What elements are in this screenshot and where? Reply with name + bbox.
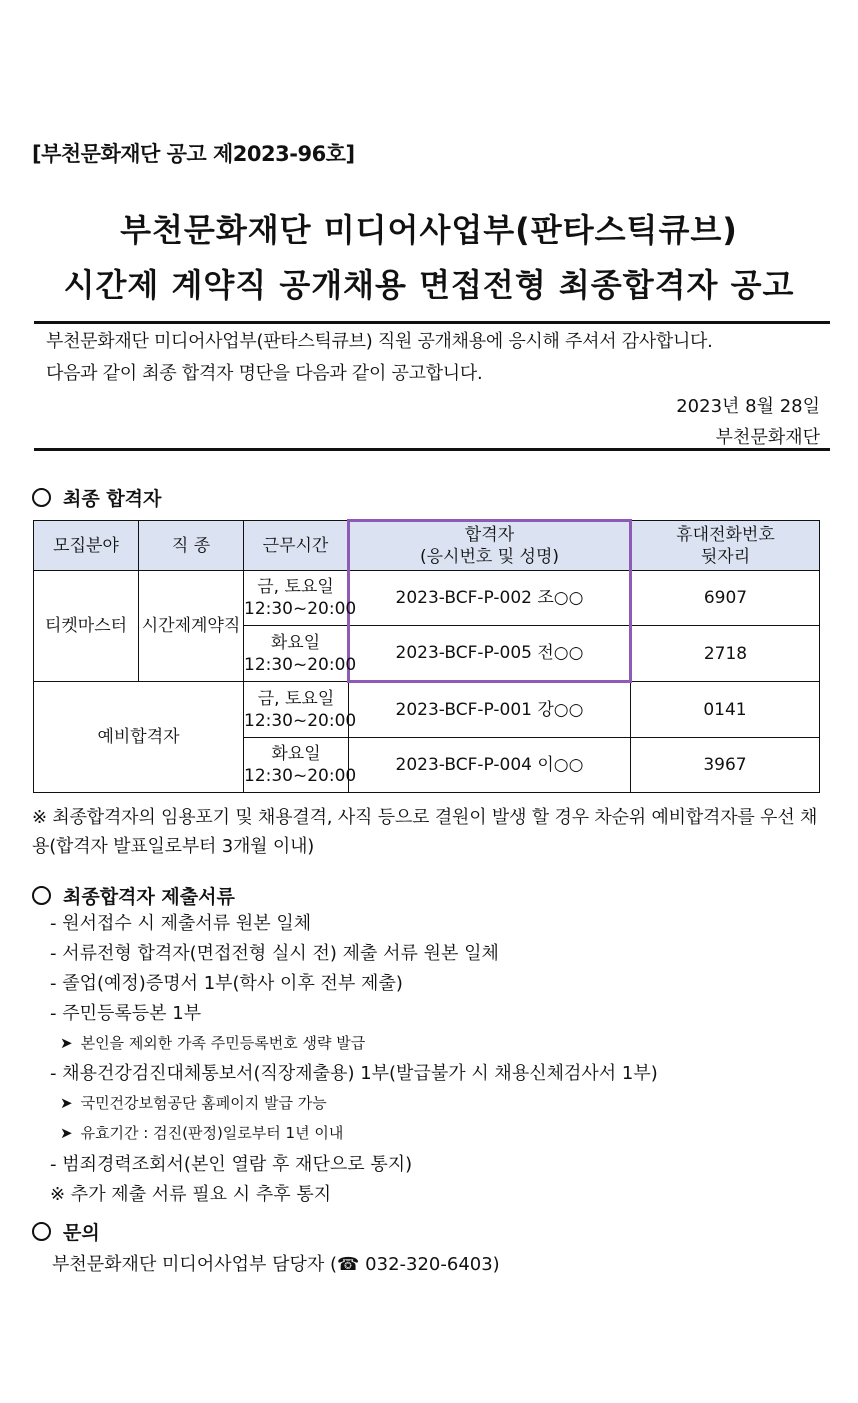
hours-days: 금, 토요일 bbox=[257, 577, 334, 597]
cell-hours bbox=[244, 738, 357, 793]
cell-passer: 2023-BCF-P-001 강○○ bbox=[349, 682, 631, 738]
header-phone-line2: 뒷자리 bbox=[700, 546, 751, 567]
list-item: - 졸업(예정)증명서 1부(학사 이후 전부 제출) bbox=[50, 973, 403, 994]
top-divider bbox=[34, 321, 830, 324]
page-title-line2: 시간제 계약직 공개채용 면접전형 최종합격자 공고 bbox=[63, 266, 795, 304]
circle-bullet-icon bbox=[32, 488, 51, 507]
hours-days: 화요일 bbox=[271, 744, 321, 764]
result-table bbox=[33, 519, 820, 793]
hours-time: 12:30~20:00 bbox=[244, 710, 357, 731]
cell-phone: 0141 bbox=[631, 682, 820, 738]
cell-field-reserve: 예비합격자 bbox=[34, 682, 244, 793]
contact-line bbox=[52, 1250, 500, 1276]
contact-phone: 032-320-6403) bbox=[365, 1254, 500, 1275]
section-documents bbox=[32, 882, 235, 909]
table-row bbox=[34, 682, 820, 738]
contact-text: 부천문화재단 미디어사업부 담당자 ( bbox=[52, 1254, 338, 1275]
cell-field: 티켓마스터 bbox=[34, 571, 139, 682]
header-field: 모집분야 bbox=[34, 521, 139, 571]
cell-job: 시간제계약직 bbox=[139, 571, 244, 682]
list-item: - 원서접수 시 제출서류 원본 일체 bbox=[50, 913, 312, 934]
notice-number: [부천문화재단 공고 제2023-96호] bbox=[32, 142, 355, 166]
section-title: 최종합격자 제출서류 bbox=[63, 886, 235, 908]
intro-line1: 부천문화재단 미디어사업부(판타스틱큐브) 직원 공개채용에 응시해 주셔서 감사합니다. bbox=[46, 331, 713, 352]
cell-passer: 2023-BCF-P-005 전○○ bbox=[349, 626, 631, 682]
sub-list-item bbox=[60, 1092, 327, 1113]
intro-line2: 다음과 같이 최종 합격자 명단을 다음과 같이 공고합니다. bbox=[46, 363, 483, 384]
sub-item-text: 본인을 제외한 가족 주민등록번호 생략 발급 bbox=[80, 1034, 366, 1052]
header-phone bbox=[631, 521, 820, 571]
cell-hours bbox=[244, 682, 357, 738]
header-job: 직 종 bbox=[139, 521, 244, 571]
header-passer-line1: 합격자 bbox=[464, 525, 515, 545]
arrow-icon: ➤ bbox=[60, 1094, 73, 1112]
table-note: ※ 최종합격자의 임용포기 및 채용결격, 사직 등으로 결원이 발생 할 경우 차순위 예비합격자를 우선 채용(합격자 발표일로부터 3개월 이내) bbox=[32, 807, 818, 857]
cell-hours bbox=[244, 626, 357, 682]
cell-hours bbox=[244, 571, 357, 626]
header-phone-line1: 휴대전화번호 bbox=[676, 524, 775, 545]
sub-list-item bbox=[60, 1032, 365, 1053]
notice-date: 2023년 8월 28일 bbox=[676, 396, 820, 417]
cell-phone: 6907 bbox=[631, 571, 820, 626]
page-title-line1: 부천문화재단 미디어사업부(판타스틱큐브) bbox=[120, 211, 738, 249]
header-passer bbox=[349, 521, 631, 571]
sub-item-text: 유효기간 : 검진(판정)일로부터 1년 이내 bbox=[80, 1124, 344, 1142]
section-inquiry bbox=[32, 1218, 100, 1245]
sub-list-item bbox=[60, 1122, 343, 1143]
hours-days: 금, 토요일 bbox=[257, 688, 335, 709]
arrow-icon: ➤ bbox=[60, 1124, 73, 1142]
section-final-passers bbox=[32, 484, 161, 511]
list-item: - 서류전형 합격자(면접전형 실시 전) 제출 서류 원본 일체 bbox=[50, 943, 499, 964]
header-hours: 근무시간 bbox=[244, 521, 349, 571]
list-item: - 주민등록등본 1부 bbox=[50, 1003, 202, 1024]
cell-passer: 2023-BCF-P-002 조○○ bbox=[349, 571, 631, 626]
list-item: - 채용건강검진대체통보서(직장제출용) 1부(발급불가 시 채용신체검사서 1부) bbox=[50, 1063, 658, 1084]
circle-bullet-icon bbox=[32, 886, 51, 905]
list-item: ※ 추가 제출 서류 필요 시 추후 통지 bbox=[50, 1184, 332, 1205]
issuer-name: 부천문화재단 bbox=[715, 427, 820, 448]
hours-days: 화요일 bbox=[270, 632, 321, 653]
cell-passer: 2023-BCF-P-004 이○○ bbox=[349, 738, 631, 793]
header-passer-line2: (응시번호 및 성명) bbox=[419, 547, 560, 567]
section-title: 문의 bbox=[63, 1222, 100, 1244]
cell-phone: 2718 bbox=[631, 626, 820, 682]
hours-time: 12:30~20:00 bbox=[244, 599, 357, 619]
bottom-divider bbox=[34, 448, 830, 451]
table-header-row bbox=[34, 521, 820, 571]
cell-phone: 3967 bbox=[631, 738, 820, 793]
circle-bullet-icon bbox=[32, 1222, 51, 1241]
hours-time: 12:30~20:00 bbox=[244, 654, 357, 675]
arrow-icon: ➤ bbox=[60, 1034, 73, 1052]
list-item: - 범죄경력조회서(본인 열람 후 재단으로 통지) bbox=[50, 1154, 413, 1175]
table-row bbox=[34, 571, 820, 626]
sub-item-text: 국민건강보험공단 홈페이지 발급 가능 bbox=[80, 1094, 327, 1112]
phone-icon: ☎ bbox=[337, 1254, 360, 1275]
section-title: 최종 합격자 bbox=[63, 488, 162, 510]
hours-time: 12:30~20:00 bbox=[244, 766, 357, 786]
